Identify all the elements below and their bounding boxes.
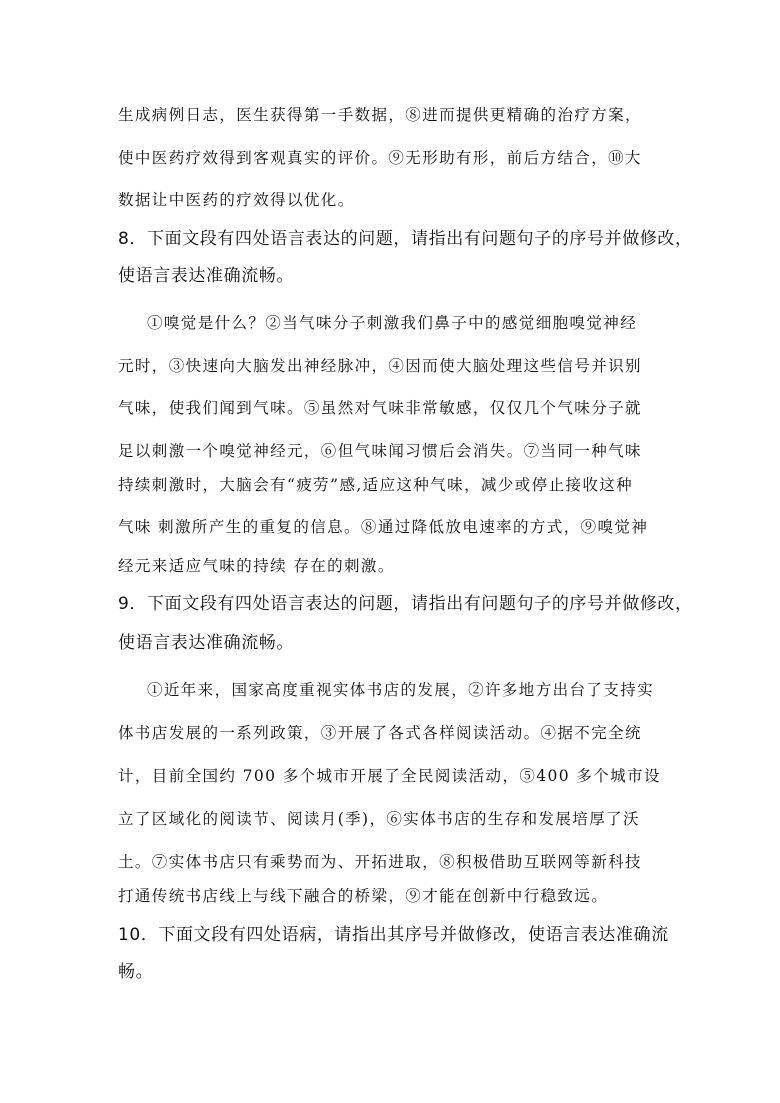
q10-prompt-line-2: 畅。 <box>118 962 154 982</box>
q10-prompt-line-1: 10．下面文段有四处语病，请指出其序号并做修改，使语言表达准确流 <box>118 925 669 945</box>
q9-passage-line-5: 土。⑦实体书店只有乘势而为、开拓进取，⑧积极借助互联网等新科技 <box>118 853 642 871</box>
continuation-line-1: 生成病例日志，医生获得第一手数据，⑧进而提供更精确的治疗方案， <box>118 106 642 124</box>
q8-passage-line-4: 足以刺激一个嗅觉神经元，⑥但气味闻习惯后会消失。⑦当同一种气味 <box>118 442 642 460</box>
q8-prompt-line-2: 使语言表达准确流畅。 <box>118 266 294 286</box>
q9-passage-line-1: ①近年来，国家高度重视实体书店的发展，②许多地方出台了支持实 <box>147 681 655 699</box>
q8-passage-line-2: 元时，③快速向大脑发出神经脉冲，④因而使大脑处理这些信号并识别 <box>118 357 642 375</box>
q9-passage-line-6: 打通传统书店线上与线下融合的桥梁，⑨才能在创新中行稳致远。 <box>118 887 609 905</box>
q9-prompt-line-2: 使语言表达准确流畅。 <box>118 633 294 653</box>
q8-passage-line-6: 气味 刺激所产生的重复的信息。⑧通过降低放电速率的方式，⑨嗅觉神 <box>118 518 649 536</box>
q8-prompt-line-1: 8．下面文段有四处语言表达的问题，请指出有问题句子的序号并做修改， <box>118 229 693 249</box>
continuation-line-2: 使中医药疗效得到客观真实的评价。⑨无形助有形，前后方结合，⑩大 <box>118 149 642 167</box>
continuation-line-3: 数据让中医药的疗效得以优化。 <box>118 191 355 209</box>
q8-passage-line-7: 经元来适应气味的持续 存在的刺激。 <box>118 557 395 575</box>
q8-passage-line-5: 持续刺激时，大脑会有“疲劳”感,适应这种气味，减少或停止接收这种 <box>118 476 634 494</box>
q9-passage-line-4: 立了区域化的阅读节、阅读月(季)，⑥实体书店的生存和发展培厚了沃 <box>118 810 640 828</box>
q8-passage-line-1: ①嗅觉是什么？②当气味分子刺激我们鼻子中的感觉细胞嗅觉神经 <box>147 314 638 332</box>
q9-passage-line-2: 体书店发展的一系列政策，③开展了各式各样阅读活动。④据不完全统 <box>118 724 642 742</box>
q9-prompt-line-1: 9．下面文段有四处语言表达的问题，请指出有问题句子的序号并做修改， <box>118 594 693 614</box>
q9-passage-line-3: 计，目前全国约 700 多个城市开展了全民阅读活动，⑤400 多个城市设 <box>118 767 661 785</box>
q8-passage-line-3: 气味，使我们闻到气味。⑤虽然对气味非常敏感，仅仅几个气味分子就 <box>118 399 642 417</box>
